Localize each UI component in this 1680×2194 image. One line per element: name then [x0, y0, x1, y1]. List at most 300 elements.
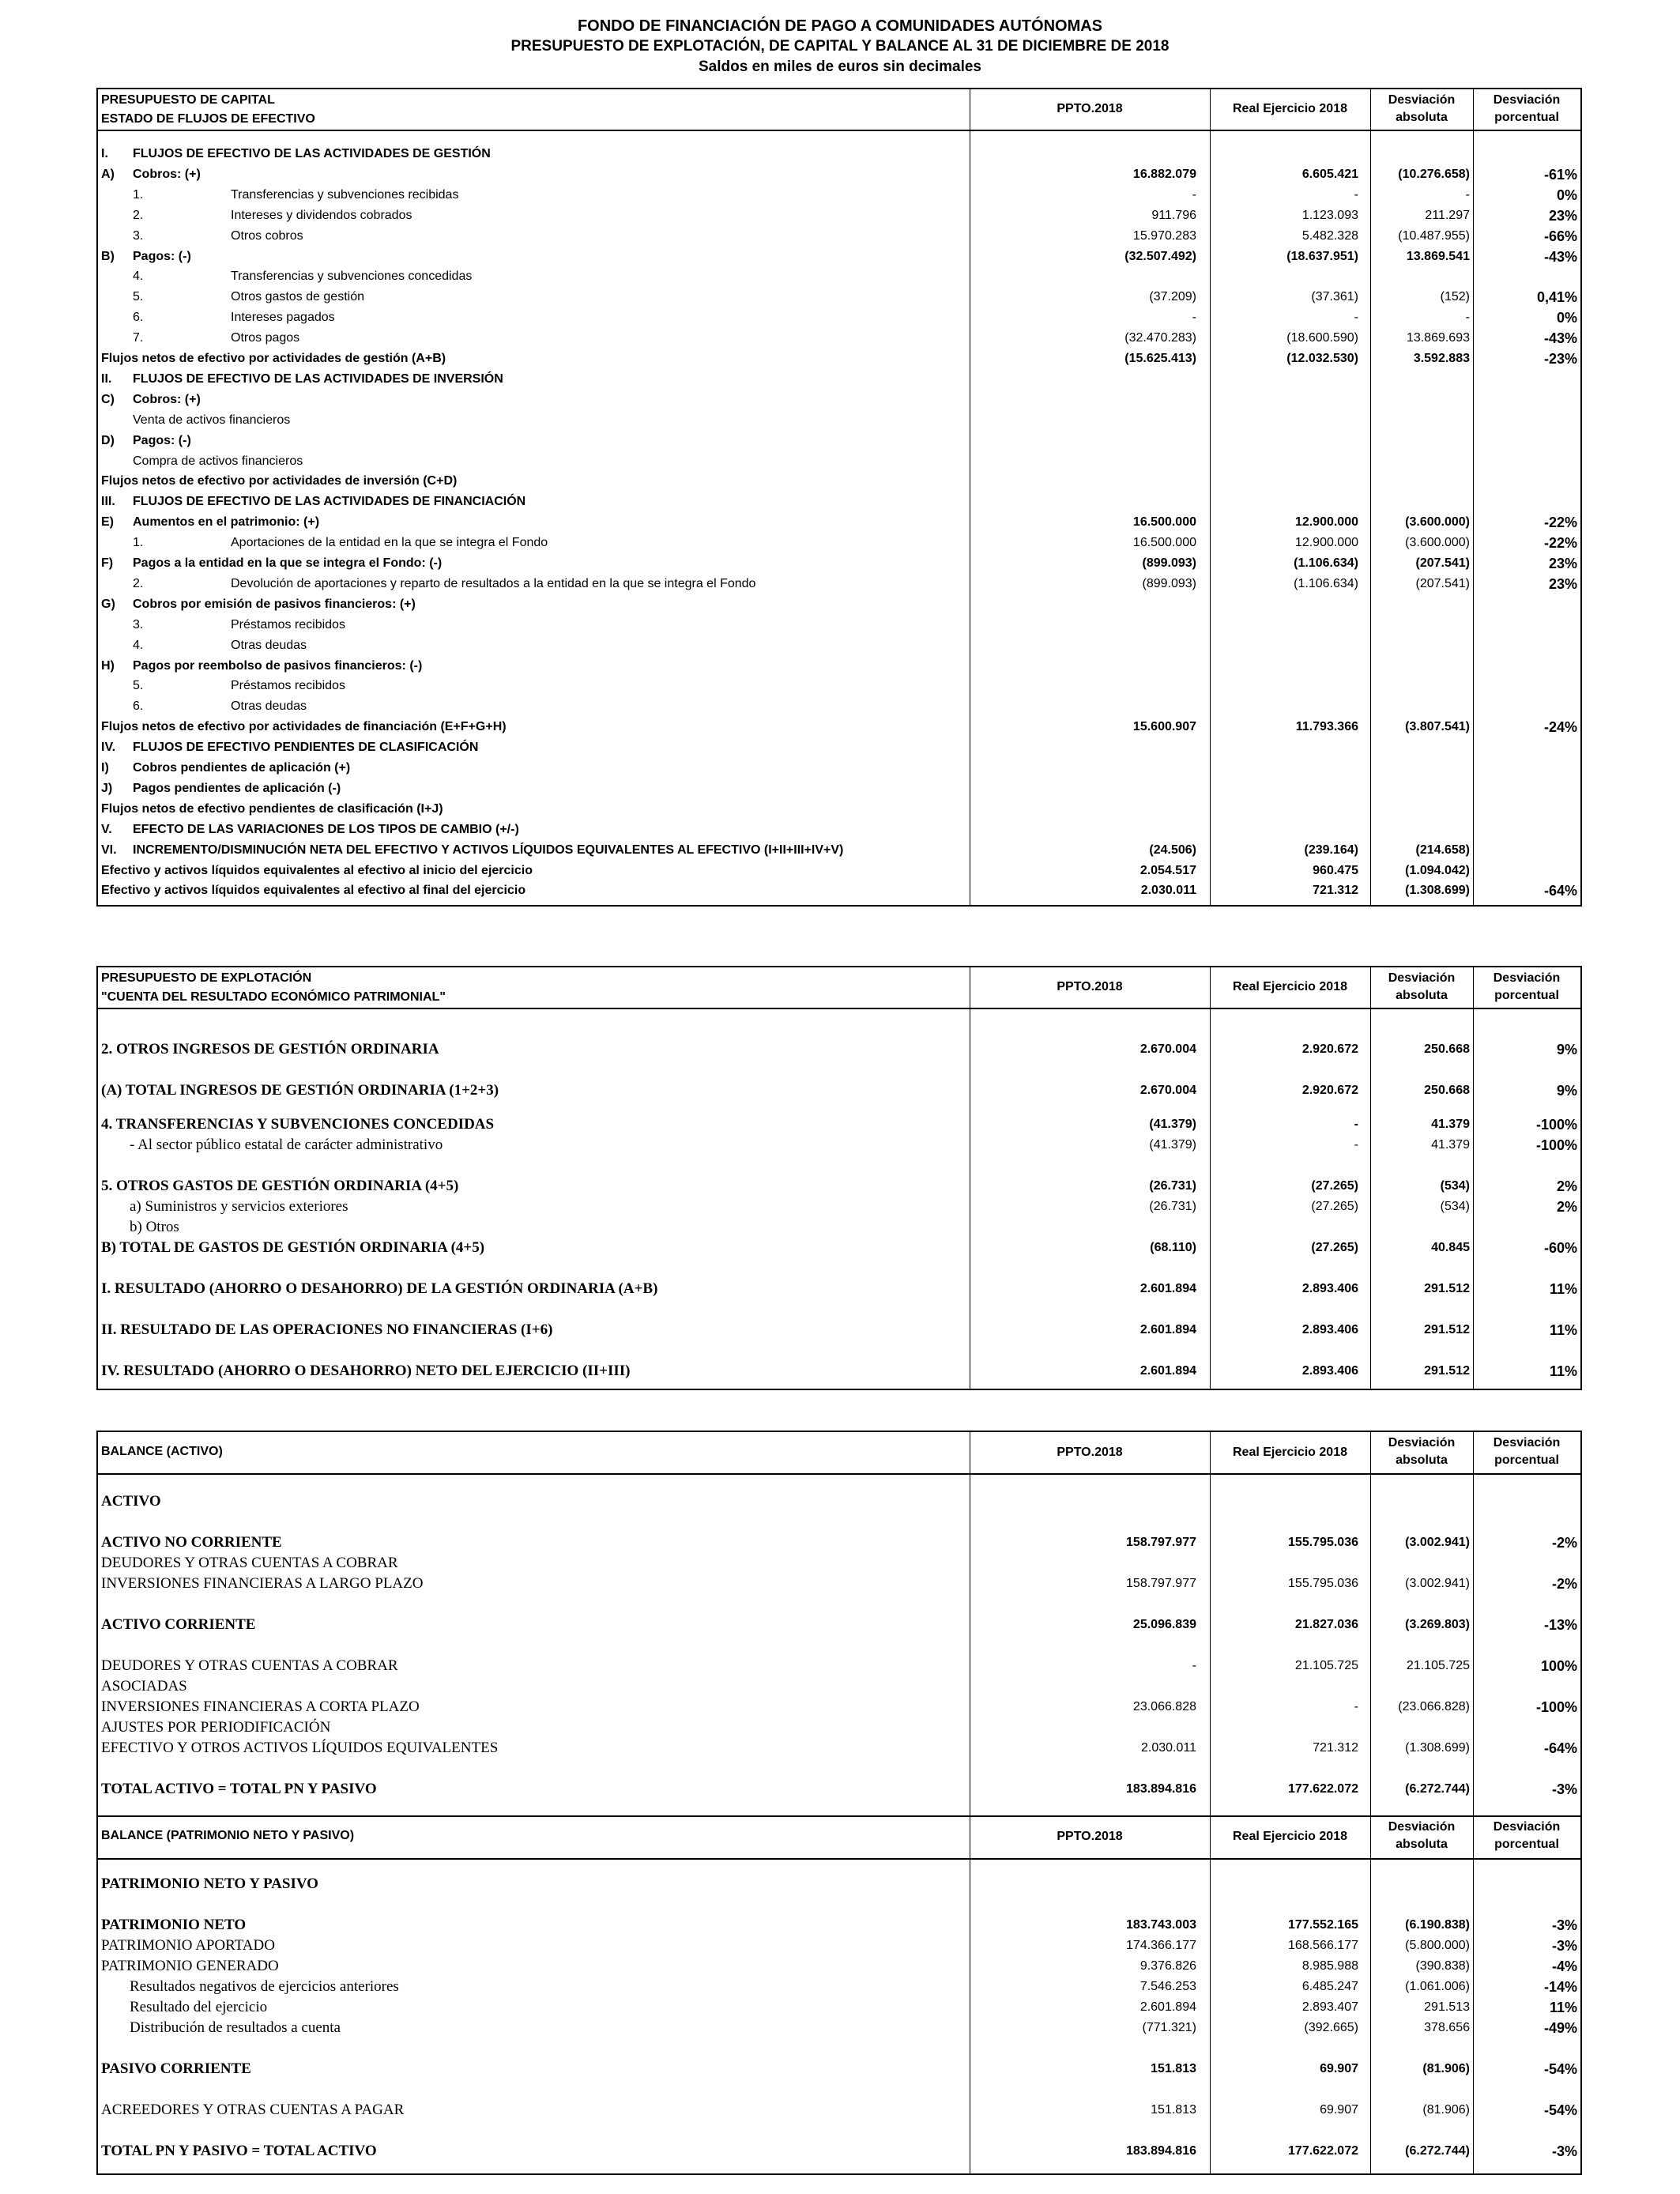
row-label: DEUDORES Y OTRAS CUENTAS A COBRAR — [101, 1657, 398, 1674]
document-subtitle: PRESUPUESTO DE EXPLOTACIÓN, DE CAPITAL Y BALANCE AL 31 DE DICIEMBRE DE 2018 — [510, 38, 1170, 55]
cell-c2: (392.665) — [1304, 2021, 1358, 2034]
cell-c1: (26.731) — [1149, 1179, 1196, 1193]
cell-c2: 21.827.036 — [1294, 1618, 1358, 1631]
table-row — [98, 1080, 1580, 1101]
row-label: PATRIMONIO APORTADO — [101, 1937, 275, 1954]
cell-c1: 2.054.517 — [1139, 863, 1196, 877]
cell-c3: 291.513 — [1424, 2000, 1470, 2014]
row-label: Préstamos recibidos — [231, 679, 345, 693]
cell-c2: 69.907 — [1320, 2062, 1358, 2075]
row-label: Transferencias y subvenciones recibidas — [231, 187, 459, 202]
cell-c2: 1.123.093 — [1301, 208, 1358, 222]
table-row — [98, 799, 1580, 820]
table-row — [98, 533, 1580, 553]
cell-c3: (3.807.541) — [1405, 720, 1470, 734]
capital-budget-table — [96, 88, 1582, 907]
table-row — [98, 349, 1580, 369]
cell-c2: 2.893.407 — [1301, 2000, 1358, 2014]
row-number: J) — [101, 781, 113, 795]
cell-c1: 16.882.079 — [1132, 167, 1196, 181]
row-label: Cobros: (+) — [133, 392, 201, 406]
cell-c4: 9% — [1556, 1083, 1577, 1099]
row-number: 6. — [133, 311, 144, 325]
cell-c1: 15.970.283 — [1132, 228, 1196, 243]
cell-c4: 11% — [1549, 1281, 1577, 1297]
row-number: 5. — [133, 679, 144, 693]
cell-c2: (37.361) — [1311, 290, 1358, 304]
table-row — [98, 226, 1580, 247]
cell-c4: -66% — [1543, 228, 1577, 244]
cell-c1: 183.743.003 — [1126, 1918, 1196, 1932]
cell-c3: 211.297 — [1425, 208, 1470, 222]
cell-c1: - — [1192, 311, 1196, 325]
cell-c4: -23% — [1543, 351, 1577, 367]
cell-c1: 2.601.894 — [1139, 1323, 1196, 1336]
row-label: PATRIMONIO NETO — [101, 1917, 247, 1933]
table-row — [98, 1491, 1580, 1512]
table-row — [98, 1197, 1580, 1217]
row-label: Cobros pendientes de aplicación (+) — [133, 761, 351, 775]
cell-c4: -3% — [1551, 2143, 1577, 2159]
table-row — [98, 676, 1580, 696]
cell-c2: 721.312 — [1313, 884, 1358, 898]
cell-c1: 183.894.816 — [1126, 1782, 1196, 1796]
cell-c2: 12.900.000 — [1294, 515, 1358, 530]
row-label: Cobros: (+) — [133, 167, 201, 181]
cell-c4: 2% — [1556, 1199, 1577, 1215]
row-number: I) — [101, 761, 109, 775]
cell-c3: (534) — [1440, 1179, 1470, 1193]
table-row — [98, 737, 1580, 758]
cell-c2: (239.164) — [1304, 843, 1358, 857]
table-row — [98, 1361, 1580, 1382]
cell-c4: -3% — [1551, 1781, 1577, 1797]
row-label: ACTIVO CORRIENTE — [101, 1616, 256, 1633]
cell-c3: (214.658) — [1415, 843, 1470, 857]
row-label: 2. OTROS INGRESOS DE GESTIÓN ORDINARIA — [101, 1041, 439, 1057]
section-subtitle: "CUENTA DEL RESULTADO ECONÓMICO PATRIMONIAL" — [101, 990, 446, 1004]
cell-c2: - — [1354, 187, 1358, 202]
table-row — [98, 512, 1580, 533]
table-row — [98, 1717, 1580, 1738]
row-label: Otros gastos de gestión — [231, 290, 364, 304]
table-row — [98, 307, 1580, 328]
row-label: B) TOTAL DE GASTOS DE GESTIÓN ORDINARIA (4+5) — [101, 1239, 485, 1256]
table-row — [98, 287, 1580, 307]
cell-c3: - — [1465, 311, 1470, 325]
cell-c3: (390.838) — [1415, 1959, 1470, 1973]
cell-c2: (12.032.530) — [1286, 352, 1358, 365]
table-row — [98, 696, 1580, 717]
row-number: F) — [101, 556, 114, 570]
cell-c4: -54% — [1543, 2061, 1577, 2077]
cell-c4: 11% — [1549, 1322, 1577, 1338]
row-label: FLUJOS DE EFECTIVO DE LAS ACTIVIDADES DE INVERSIÓN — [133, 371, 503, 386]
cell-c2: 21.105.725 — [1294, 1659, 1358, 1672]
table-row — [98, 1217, 1580, 1238]
cell-c1: 911.796 — [1151, 208, 1196, 222]
operating-budget-table — [96, 966, 1582, 1390]
cell-c4: 11% — [1549, 1363, 1577, 1379]
row-number: 3. — [133, 617, 144, 631]
row-label: FLUJOS DE EFECTIVO DE LAS ACTIVIDADES DE GESTIÓN — [133, 147, 491, 160]
row-label: FLUJOS DE EFECTIVO PENDIENTES DE CLASIFICACIÓN — [133, 741, 479, 755]
row-label: FLUJOS DE EFECTIVO DE LAS ACTIVIDADES DE FINANCIACIÓN — [133, 495, 526, 509]
units-note: Saldos en miles de euros sin decimales — [699, 58, 981, 75]
cell-c2: (27.265) — [1311, 1241, 1358, 1254]
row-number: 1. — [133, 187, 144, 202]
cell-c3: (6.190.838) — [1405, 1918, 1470, 1932]
table-row — [98, 247, 1580, 267]
table-row — [98, 1936, 1580, 1956]
cell-c1: 2.670.004 — [1139, 1042, 1196, 1056]
row-label: Devolución de aportaciones y reparto de resultados a la entidad en la que se integra el Fondo — [231, 576, 756, 590]
col-header-real: Real Ejercicio 2018 — [1233, 102, 1347, 115]
cell-c2: 5.482.328 — [1301, 228, 1358, 243]
row-label: (A) TOTAL INGRESOS DE GESTIÓN ORDINARIA (1+2+3) — [101, 1082, 499, 1099]
cell-c3: 41.379 — [1431, 1138, 1470, 1152]
cell-c2: 960.475 — [1313, 863, 1358, 877]
cell-c4: -64% — [1543, 883, 1577, 899]
row-label: Intereses pagados — [231, 311, 335, 325]
cell-c3: (5.800.000) — [1405, 1939, 1470, 1952]
cell-c3: (1.308.699) — [1405, 1741, 1470, 1755]
cell-c4: -100% — [1535, 1117, 1577, 1133]
cell-c1: (24.506) — [1149, 843, 1196, 857]
cell-c3: (1.061.006) — [1405, 1980, 1470, 1993]
cell-c2: - — [1354, 1138, 1358, 1152]
cell-c2: 177.552.165 — [1288, 1918, 1358, 1932]
cell-c2: 2.893.406 — [1301, 1323, 1358, 1336]
cell-c3: 3.592.883 — [1413, 352, 1470, 365]
table-row — [98, 1779, 1580, 1800]
cell-c2: 6.605.421 — [1301, 167, 1358, 181]
section-title: PRESUPUESTO DE EXPLOTACIÓN — [101, 971, 312, 985]
cell-c1: (899.093) — [1142, 576, 1196, 590]
cell-c4: 23% — [1548, 575, 1577, 592]
row-label: Otras deudas — [231, 638, 307, 652]
table-row — [98, 1238, 1580, 1258]
row-label: TOTAL ACTIVO = TOTAL PN Y PASIVO — [101, 1781, 377, 1797]
cell-c2: 2.893.406 — [1301, 1282, 1358, 1295]
cell-c3: 13.869.693 — [1406, 331, 1470, 345]
row-label: Otros cobros — [231, 228, 303, 243]
row-label: PASIVO CORRIENTE — [101, 2060, 251, 2077]
row-label: II. RESULTADO DE LAS OPERACIONES NO FINANCIERAS (I+6) — [101, 1321, 553, 1338]
cell-c2: 11.793.366 — [1295, 720, 1358, 734]
table-row — [98, 205, 1580, 226]
cell-c3: 378.656 — [1424, 2021, 1470, 2034]
balance-pasivo-title: BALANCE (PATRIMONIO NETO Y PASIVO) — [101, 1829, 355, 1842]
cell-c3: (3.600.000) — [1405, 515, 1470, 530]
cell-c3: (10.487.955) — [1398, 228, 1470, 243]
cell-c4: -43% — [1543, 248, 1577, 265]
table-row — [98, 390, 1580, 410]
table-row — [98, 1738, 1580, 1759]
cell-c3: 291.512 — [1424, 1282, 1470, 1295]
cell-c3: (23.066.828) — [1398, 1700, 1470, 1713]
cell-c3: (81.906) — [1422, 2062, 1470, 2075]
row-label: INVERSIONES FINANCIERAS A CORTA PLAZO — [101, 1698, 420, 1715]
table-row — [98, 2059, 1580, 2079]
cell-c1: 151.813 — [1151, 2062, 1196, 2075]
cell-c1: 151.813 — [1151, 2103, 1196, 2117]
table-row — [98, 778, 1580, 799]
row-label: Otras deudas — [231, 699, 307, 714]
cell-c3: (207.541) — [1415, 576, 1470, 590]
row-number: B) — [101, 249, 115, 263]
col-header-desv-pct: Desviación porcentual — [1493, 1820, 1561, 1851]
row-label: IV. RESULTADO (AHORRO O DESAHORRO) NETO DEL EJERCICIO (II+III) — [101, 1363, 631, 1379]
cell-c2: (18.637.951) — [1286, 249, 1358, 263]
cell-c4: 11% — [1549, 2000, 1577, 2015]
cell-c1: (26.731) — [1149, 1200, 1196, 1213]
table-row — [98, 840, 1580, 861]
cell-c4: 23% — [1548, 556, 1577, 571]
cell-c4: -49% — [1543, 2020, 1577, 2036]
row-number: 2. — [133, 208, 144, 222]
cell-c1: (32.470.283) — [1124, 331, 1196, 345]
cell-c1: (15.625.413) — [1124, 352, 1196, 365]
col-header-real: Real Ejercicio 2018 — [1233, 1830, 1347, 1843]
cell-c4: -14% — [1543, 1979, 1577, 1995]
cell-c2: 155.795.036 — [1288, 1536, 1358, 1549]
row-label: a) Suministros y servicios exteriores — [130, 1198, 348, 1215]
table-row — [98, 2018, 1580, 2038]
col-header-ppto: PPTO.2018 — [1057, 980, 1123, 993]
row-label: PATRIMONIO GENERADO — [101, 1958, 279, 1974]
cell-c3: (3.269.803) — [1405, 1618, 1470, 1631]
row-label: Pagos por reembolso de pasivos financieros: (-) — [133, 658, 423, 673]
cell-c3: 41.379 — [1431, 1118, 1470, 1131]
row-label: ASOCIADAS — [101, 1678, 187, 1695]
row-label: AJUSTES POR PERIODIFICACIÓN — [101, 1719, 331, 1736]
table-row — [98, 451, 1580, 472]
cell-c3: 291.512 — [1424, 1364, 1470, 1378]
cell-c3: (3.002.941) — [1405, 1577, 1470, 1590]
row-number: II. — [101, 371, 112, 386]
cell-c4: -13% — [1543, 1617, 1577, 1633]
table-row — [98, 1977, 1580, 1997]
table-row — [98, 431, 1580, 451]
row-number: III. — [101, 495, 115, 509]
row-label: Flujos netos de efectivo pendientes de clasificación (I+J) — [101, 801, 443, 816]
row-number: 2. — [133, 576, 144, 590]
row-label: Otros pagos — [231, 331, 300, 345]
cell-c4: 0,41% — [1536, 289, 1577, 306]
row-label: Resultados negativos de ejercicios anteriores — [130, 1978, 399, 1995]
col-header-ppto: PPTO.2018 — [1057, 1830, 1123, 1843]
col-header-desv-abs: Desviación absoluta — [1388, 971, 1456, 1002]
cell-c4: -60% — [1543, 1240, 1577, 1256]
cell-c1: (899.093) — [1142, 556, 1196, 570]
cell-c2: (27.265) — [1311, 1179, 1358, 1193]
cell-c4: 0% — [1556, 187, 1577, 203]
table-row — [98, 144, 1580, 164]
cell-c4: -43% — [1543, 330, 1577, 347]
table-row — [98, 492, 1580, 512]
row-number: 5. — [133, 290, 144, 304]
row-number: 7. — [133, 331, 144, 345]
row-label: PATRIMONIO NETO Y PASIVO — [101, 1875, 318, 1892]
cell-c4: -24% — [1543, 719, 1577, 736]
cell-c1: 16.500.000 — [1132, 515, 1196, 530]
row-label: ACREEDORES Y OTRAS CUENTAS A PAGAR — [101, 2102, 405, 2118]
cell-c2: 177.622.072 — [1288, 2144, 1358, 2158]
row-number: 4. — [133, 638, 144, 652]
col-header-desv-abs: Desviación absoluta — [1388, 1820, 1456, 1851]
section-subtitle: ESTADO DE FLUJOS DE EFECTIVO — [101, 112, 315, 126]
cell-c2: 8.985.988 — [1301, 1959, 1358, 1973]
cell-c1: (41.379) — [1149, 1118, 1196, 1131]
cell-c3: 250.668 — [1424, 1084, 1470, 1097]
cell-c3: (10.276.658) — [1398, 167, 1470, 181]
table-row — [98, 1135, 1580, 1155]
cell-c4: 0% — [1556, 310, 1577, 326]
cell-c1: (32.507.492) — [1124, 249, 1196, 263]
row-label: Resultado del ejercicio — [130, 1999, 268, 2015]
row-label: Pagos a la entidad en la que se integra el Fondo: (-) — [133, 556, 443, 570]
cell-c2: - — [1354, 1118, 1358, 1131]
table-row — [98, 880, 1580, 901]
table-row — [98, 861, 1580, 881]
cell-c2: 177.622.072 — [1288, 1782, 1358, 1796]
row-number: G) — [101, 597, 115, 611]
cell-c1: 2.601.894 — [1139, 2000, 1196, 2014]
row-label: Venta de activos financieros — [133, 413, 291, 427]
cell-c4: -4% — [1551, 1958, 1577, 1974]
cell-c1: 183.894.816 — [1126, 2144, 1196, 2158]
table-row — [98, 1956, 1580, 1977]
row-label: EFECTIVO Y OTROS ACTIVOS LÍQUIDOS EQUIVALENTES — [101, 1740, 499, 1756]
cell-c1: - — [1192, 187, 1196, 202]
cell-c2: - — [1354, 311, 1358, 325]
table-row — [98, 615, 1580, 635]
cell-c2: 69.907 — [1320, 2103, 1358, 2117]
cell-c3: - — [1465, 187, 1470, 202]
cell-c1: 2.030.011 — [1141, 1741, 1196, 1755]
row-label: Cobros por emisión de pasivos financieros: (+) — [133, 597, 416, 611]
cell-c1: 158.797.977 — [1126, 1577, 1196, 1590]
table-row — [98, 1874, 1580, 1894]
cell-c1: - — [1192, 1659, 1196, 1672]
cell-c1: 15.600.907 — [1132, 720, 1196, 734]
row-number: 3. — [133, 228, 144, 243]
cell-c4: -2% — [1551, 1576, 1577, 1592]
row-label: INVERSIONES FINANCIERAS A LARGO PLAZO — [101, 1575, 424, 1592]
cell-c2: 2.920.672 — [1301, 1084, 1358, 1097]
col-header-desv-pct: Desviación porcentual — [1493, 93, 1561, 124]
cell-c1: 158.797.977 — [1126, 1536, 1196, 1549]
table-row — [98, 1615, 1580, 1635]
cell-c1: 9.376.826 — [1139, 1959, 1196, 1973]
cell-c1: (37.209) — [1149, 290, 1196, 304]
table-row — [98, 1656, 1580, 1676]
cell-c3: (1.308.699) — [1405, 884, 1470, 898]
table-row — [98, 758, 1580, 778]
cell-c1: 16.500.000 — [1132, 536, 1196, 550]
row-label: Flujos netos de efectivo por actividades de financiación (E+F+G+H) — [101, 720, 507, 734]
row-number: 6. — [133, 699, 144, 714]
table-row — [98, 1279, 1580, 1299]
cell-c1: (41.379) — [1149, 1138, 1196, 1152]
table-row — [98, 1915, 1580, 1936]
table-row — [98, 185, 1580, 205]
col-header-real: Real Ejercicio 2018 — [1233, 1446, 1347, 1459]
cell-c2: (27.265) — [1311, 1200, 1358, 1213]
cell-c1: (771.321) — [1142, 2021, 1196, 2034]
table-row — [98, 266, 1580, 287]
cell-c3: (3.002.941) — [1405, 1536, 1470, 1549]
cell-c1: 2.030.011 — [1140, 884, 1196, 898]
cell-c3: (6.272.744) — [1405, 2144, 1470, 2158]
col-header-real: Real Ejercicio 2018 — [1233, 980, 1347, 993]
cell-c3: (534) — [1440, 1200, 1470, 1213]
table-row — [98, 1114, 1580, 1135]
cell-c1: (68.110) — [1150, 1241, 1196, 1254]
row-label: Transferencias y subvenciones concedidas — [231, 270, 473, 284]
cell-c3: (207.541) — [1415, 556, 1470, 570]
cell-c1: 25.096.839 — [1132, 1618, 1196, 1631]
row-label: Distribución de resultados a cuenta — [130, 2019, 341, 2036]
cell-c2: - — [1354, 1700, 1358, 1713]
cell-c2: 2.893.406 — [1301, 1364, 1358, 1378]
row-number: H) — [101, 658, 115, 673]
cell-c3: (152) — [1440, 290, 1470, 304]
cell-c3: (6.272.744) — [1405, 1782, 1470, 1796]
row-label: Pagos: (-) — [133, 249, 191, 263]
cell-c3: (81.906) — [1422, 2103, 1470, 2117]
row-number: IV. — [101, 741, 116, 755]
row-label: DEUDORES Y OTRAS CUENTAS A COBRAR — [101, 1555, 398, 1571]
row-label: Pagos: (-) — [133, 433, 191, 447]
table-row — [98, 1320, 1580, 1340]
row-label: b) Otros — [130, 1219, 179, 1235]
table-row — [98, 369, 1580, 390]
cell-c4: 23% — [1548, 207, 1577, 224]
table-row — [98, 553, 1580, 574]
row-label: ACTIVO NO CORRIENTE — [101, 1534, 282, 1551]
cell-c2: (1.106.634) — [1294, 556, 1358, 570]
row-label: 4. TRANSFERENCIAS Y SUBVENCIONES CONCEDIDAS — [101, 1116, 495, 1133]
cell-c1: 2.601.894 — [1139, 1364, 1196, 1378]
cell-c2: (18.600.590) — [1286, 331, 1358, 345]
cell-c1: 23.066.828 — [1132, 1700, 1196, 1713]
table-row — [98, 2141, 1580, 2162]
row-label: I. RESULTADO (AHORRO O DESAHORRO) DE LA GESTIÓN ORDINARIA (A+B) — [101, 1280, 658, 1297]
col-header-desv-abs: Desviación absoluta — [1388, 93, 1456, 124]
col-header-desv-pct: Desviación porcentual — [1493, 971, 1561, 1002]
col-header-ppto: PPTO.2018 — [1057, 1446, 1123, 1459]
cell-c3: (1.094.042) — [1405, 863, 1470, 877]
cell-c2: 2.920.672 — [1301, 1042, 1358, 1056]
row-number: D) — [101, 433, 115, 447]
row-number: A) — [101, 167, 115, 181]
row-number: V. — [101, 822, 112, 836]
cell-c4: 2% — [1556, 1178, 1577, 1194]
row-number: 4. — [133, 270, 144, 284]
cell-c4: -64% — [1543, 1740, 1577, 1756]
cell-c2: 155.795.036 — [1288, 1577, 1358, 1590]
row-label: Compra de activos financieros — [133, 454, 303, 468]
cell-c1: 174.366.177 — [1126, 1939, 1196, 1952]
cell-c1: 2.601.894 — [1139, 1282, 1196, 1295]
table-row — [98, 410, 1580, 431]
col-header-desv-abs: Desviación absoluta — [1388, 1436, 1456, 1467]
table-row — [98, 164, 1580, 185]
cell-c2: 721.312 — [1313, 1741, 1358, 1755]
cell-c4: -100% — [1535, 1137, 1577, 1153]
